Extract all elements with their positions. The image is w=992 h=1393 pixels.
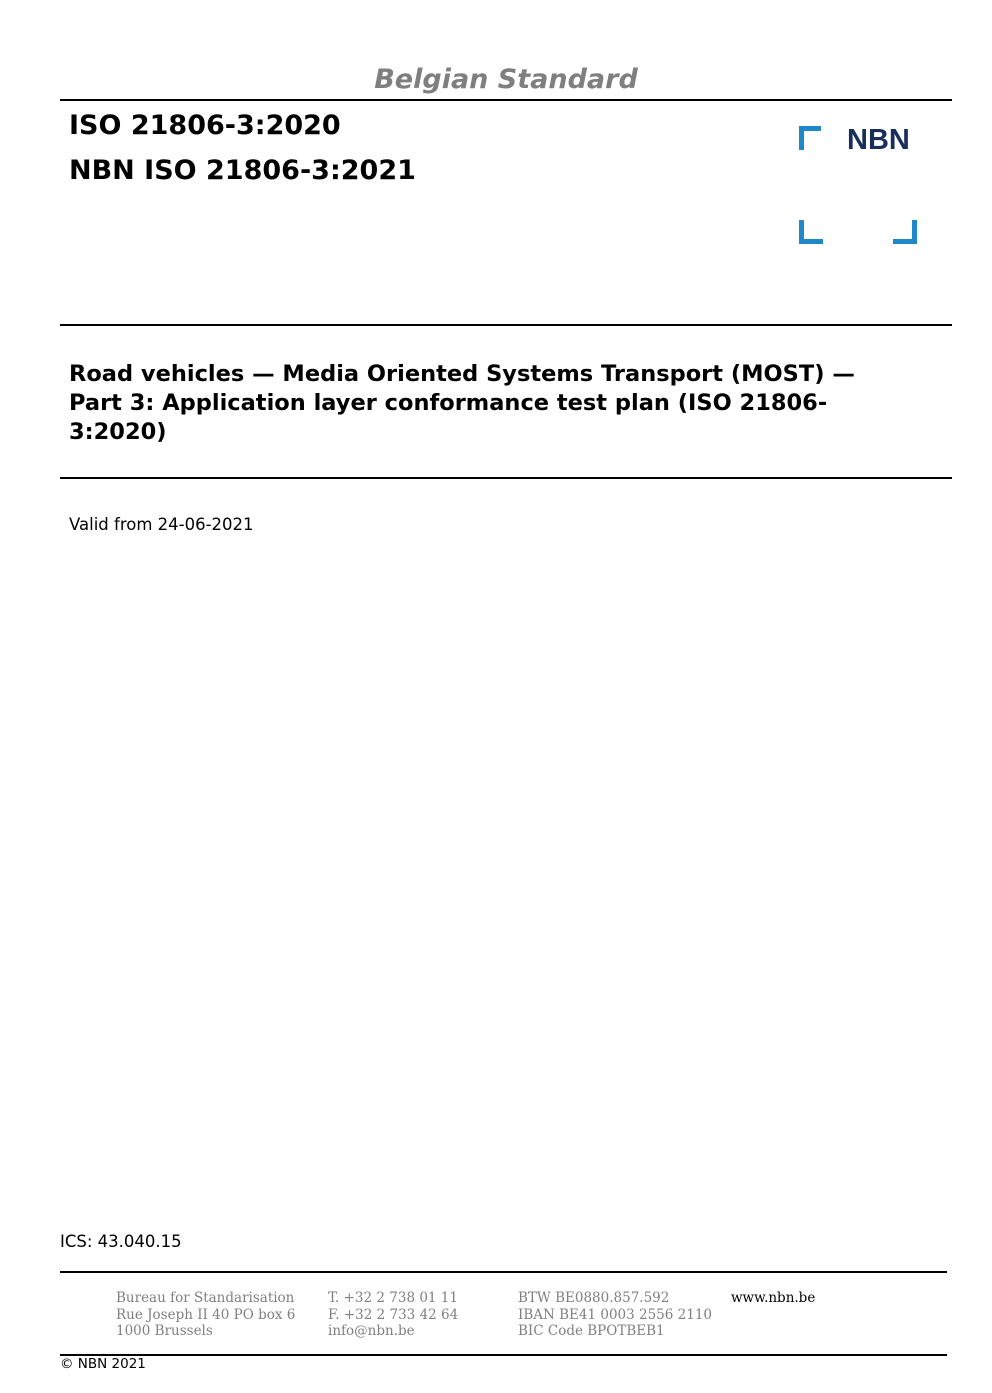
- valid-from: Valid from 24-06-2021: [69, 515, 254, 534]
- title-line: Road vehicles — Media Oriented Systems Transport (MOST) —: [69, 361, 855, 387]
- title-bottom-rule: [60, 477, 952, 479]
- nbn-code: NBN ISO 21806-3:2021: [69, 155, 416, 186]
- footer-bank: [518, 1290, 712, 1340]
- footer-top-rule: [60, 1271, 947, 1273]
- footer-website[interactable]: www.nbn.be: [731, 1290, 816, 1306]
- footer-website-col: [731, 1290, 815, 1307]
- footer-bottom-rule: [60, 1354, 947, 1356]
- title-top-rule: [60, 324, 952, 326]
- footer-line: BIC Code BPOTBEB1: [518, 1323, 665, 1339]
- footer-email[interactable]: info@nbn.be: [328, 1323, 415, 1339]
- footer-line: F. +32 2 733 42 64: [328, 1306, 459, 1323]
- footer-line: IBAN BE41 0003 2556 2110: [518, 1306, 713, 1323]
- document-title: [69, 360, 909, 447]
- footer-line: 1000 Brussels: [116, 1323, 213, 1339]
- title-line: 3:2020): [69, 419, 167, 445]
- logo-text: NBN: [847, 124, 910, 156]
- belgian-standard-label: Belgian Standard: [374, 64, 638, 95]
- logo-bracket-icon: [893, 220, 917, 244]
- ics-code: ICS: 43.040.15: [60, 1232, 182, 1251]
- footer-line: BTW BE0880.857.592: [518, 1290, 670, 1306]
- footer-line: Rue Joseph II 40 PO box 6: [116, 1306, 296, 1323]
- footer-line: Bureau for Standarisation: [116, 1290, 295, 1306]
- iso-code: ISO 21806-3:2020: [69, 110, 341, 141]
- footer-line: T. +32 2 738 01 11: [328, 1290, 458, 1306]
- nbn-logo: [796, 122, 920, 248]
- title-line: Part 3: Application layer conformance test plan (ISO 21806-: [69, 390, 828, 416]
- logo-bracket-icon: [799, 126, 821, 150]
- top-rule: [60, 99, 952, 101]
- footer-contact: [328, 1290, 458, 1340]
- logo-bracket-icon: [799, 220, 823, 244]
- footer-address: [116, 1290, 295, 1340]
- copyright: © NBN 2021: [60, 1356, 146, 1372]
